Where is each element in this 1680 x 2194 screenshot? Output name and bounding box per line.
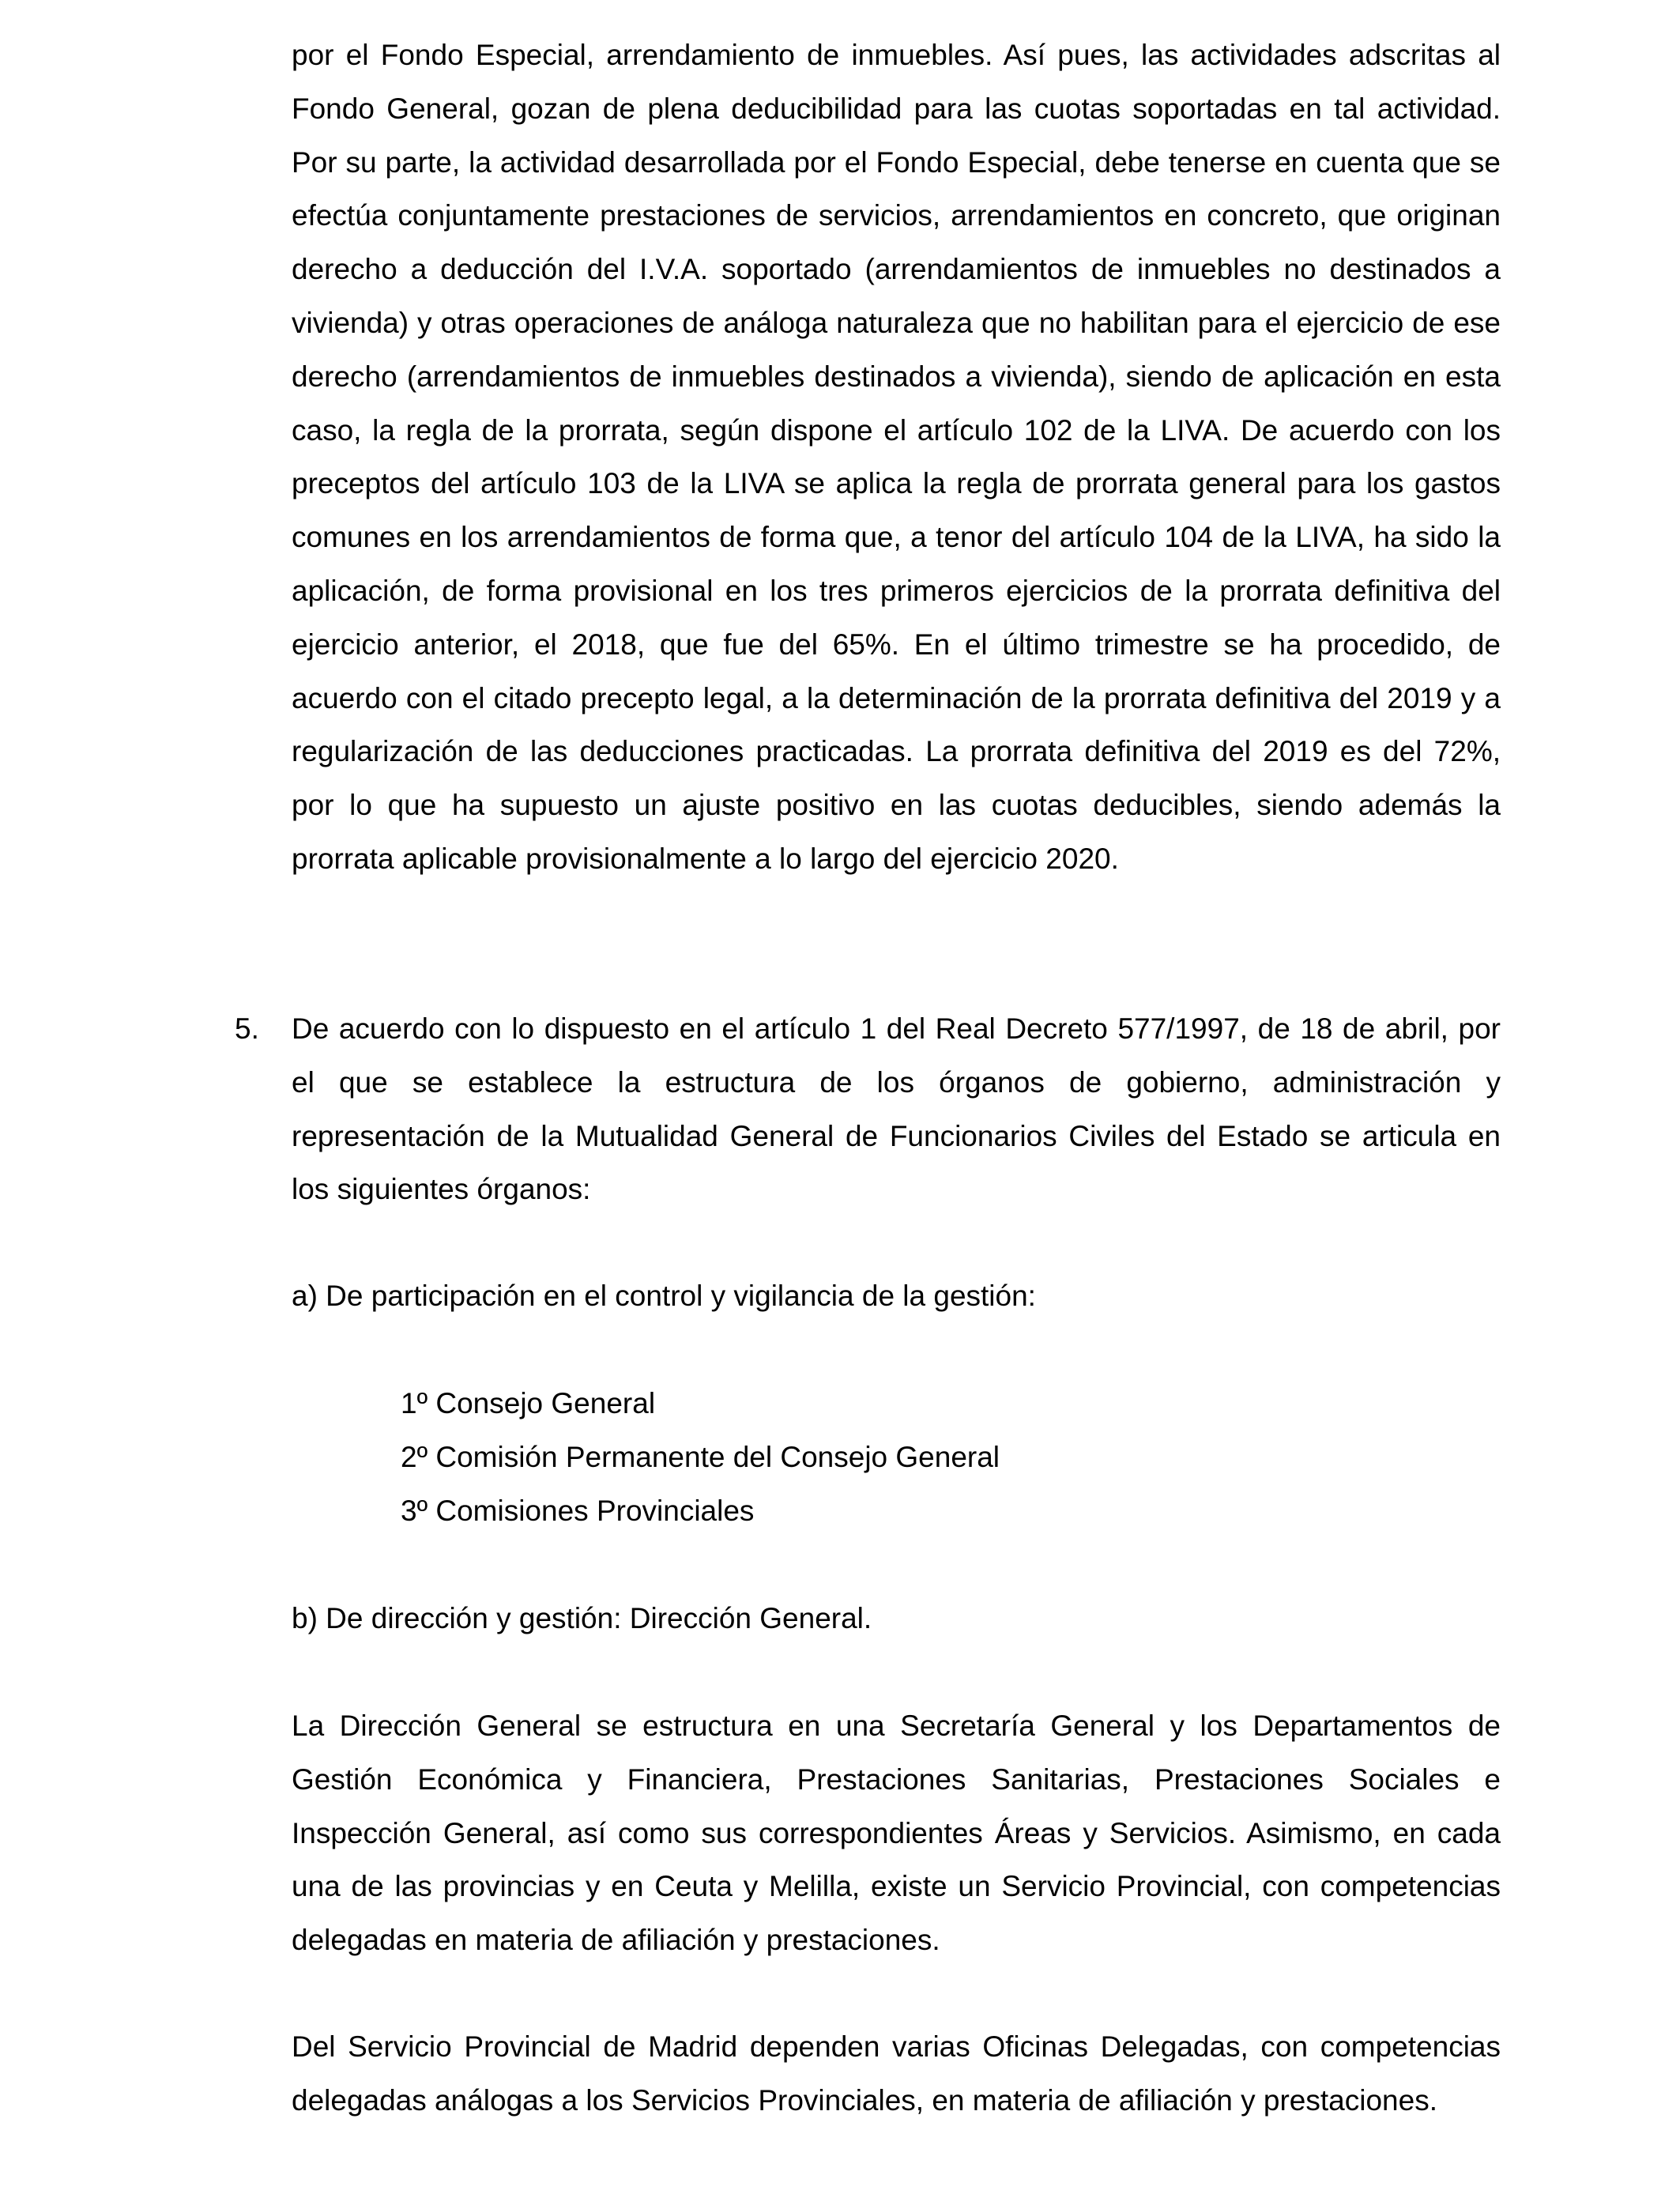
list-item-comision-permanente: 2º Comisión Permanente del Consejo General bbox=[401, 1441, 1000, 1473]
section-b-heading: b) De dirección y gestión: Dirección General. bbox=[292, 1602, 872, 1634]
section-a-heading: a) De participación en el control y vigilancia de la gestión: bbox=[292, 1280, 1036, 1312]
paragraph-item-5: De acuerdo con lo dispuesto en el artículo 1 del Real Decreto 577/1997, de 18 de abril, por el que se establece la estructura de los órganos de gobierno, administración y representación de la Mutualidad General de Funcionarios Civiles del Estado se articula en los siguientes órganos: bbox=[292, 1012, 1501, 1206]
list-item-consejo-general: 1º Consejo General bbox=[401, 1387, 656, 1419]
list-item-comisiones-provinciales: 3º Comisiones Provinciales bbox=[401, 1495, 755, 1527]
paragraph-servicio-madrid: Del Servicio Provincial de Madrid dependen varias Oficinas Delegadas, con competencias delegadas análogas a los Servicios Provinciales, en materia de afiliación y prestaciones. bbox=[292, 2030, 1501, 2117]
list-item-number-5: 5. bbox=[235, 1012, 259, 1045]
paragraph-direccion-general: La Dirección General se estructura en una Secretaría General y los Departamentos de Gestión Económica y Financiera, Prestaciones Sanitarias, Prestaciones Sociales e Inspección General, así como sus correspondientes Áreas y Servicios. Asimismo, en cada una de las provincias y en Ceuta y Melilla, existe un Servicio Provincial, con competencias delegadas en materia de afiliación y prestaciones. bbox=[292, 1710, 1501, 1957]
paragraph-prorrata: por el Fondo Especial, arrendamiento de inmuebles. Así pues, las actividades adscritas al Fondo General, gozan de plena deducibilidad para las cuotas soportadas en tal actividad. Por su parte, la actividad desarrollada por el Fondo Especial, debe tenerse en cuenta que se efectúa conjuntamente prestaciones de servicios, arrendamientos en concreto, que originan derecho a deducción del I.V.A. soportado (arrendamientos de inmuebles no destinados a vivienda) y otras operaciones de análoga naturaleza que no habilitan para el ejercicio de ese derecho (arrendamientos de inmuebles destinados a vivienda), siendo de aplicación en esta caso, la regla de la prorrata, según dispone el artículo 102 de la LIVA. De acuerdo con los preceptos del artículo 103 de la LIVA se aplica la regla de prorrata general para los gastos comunes en los arrendamientos de forma que, a tenor del artículo 104 de la LIVA, ha sido la aplicación, de forma provisional en los tres primeros ejercicios de la prorrata definitiva del ejercicio anterior, el 2018, que fue del 65%. En el último trimestre se ha procedido, de acuerdo con el citado precepto legal, a la determinación de la prorrata definitiva del 2019 y a regularización de las deducciones practicadas. La prorrata definitiva del 2019 es del 72%, por lo que ha supuesto un ajuste positivo en las cuotas deducibles, siendo además la prorrata aplicable provisionalmente a lo largo del ejercicio 2020. bbox=[292, 39, 1501, 875]
